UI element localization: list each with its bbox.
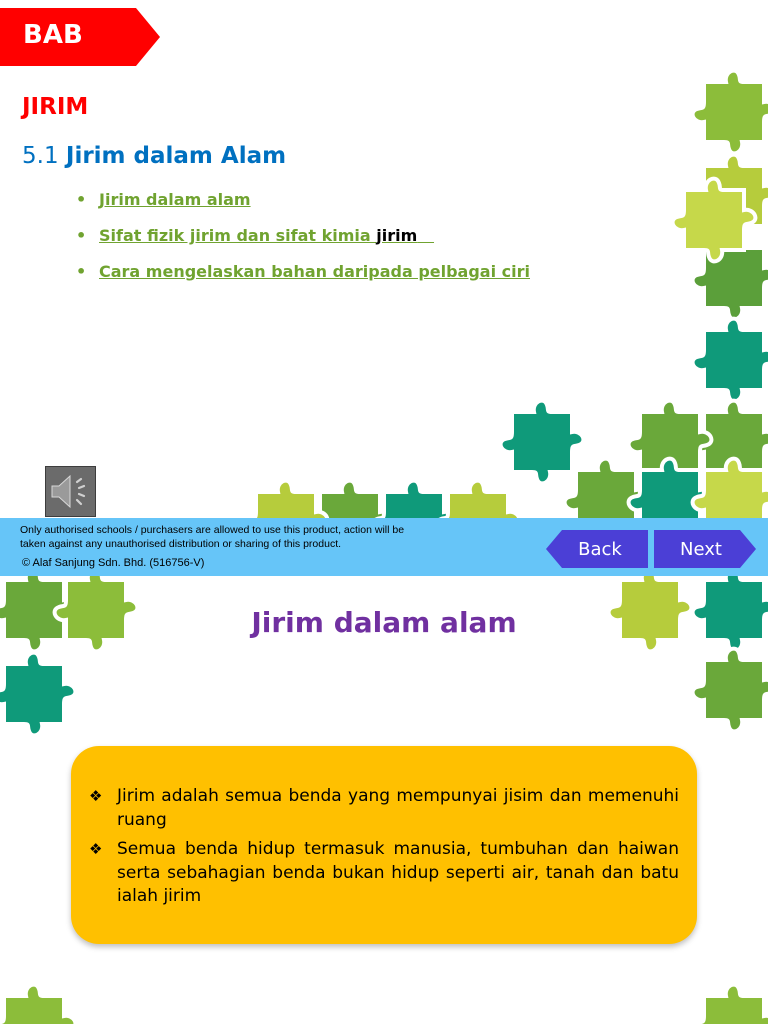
speaker-icon[interactable] [45,466,96,517]
topic-item [76,262,530,298]
section-heading [22,143,286,169]
topic-link-sifat-fizik[interactable] [99,226,434,245]
info-box [71,746,697,944]
topic-link-text: Sifat fizik jirim dan sifat kimia [99,226,377,245]
slide-title: Jirim dalam alam [251,606,517,639]
section-title: Jirim dalam Alam [65,143,287,169]
topic-link-jirim-dalam-alam[interactable]: Jirim dalam alam [99,190,251,209]
info-list [89,785,679,915]
topic-link-cara-mengelaskan[interactable]: Cara mengelaskan bahan daripada pelbagai ciri [99,262,530,281]
speaker-glyph [46,467,95,516]
copyright-notice: Only authorised schools / purchasers are allowed to use this product, action will be taken against any unauthorised distribution or sharing of this product. [20,524,405,550]
bullet: • [76,262,87,281]
chapter-tab-label: BAB 5 [23,20,83,96]
section-number: 5.1 [22,143,59,169]
back-button-label: Back [578,538,622,560]
info-point [89,838,679,909]
bullet: • [76,226,87,245]
info-point-text: Semua benda hidup termasuk manusia, tumbuhan dan haiwan serta sebahagian benda bukan hidup seperti air, tanah dan batu ialah jirim [117,839,679,906]
back-button[interactable] [546,530,648,568]
next-button-label: Next [680,538,722,560]
copyright-text: © Alaf Sanjung Sdn. Bhd. (516756-V) [22,557,205,569]
next-button[interactable] [654,530,756,568]
bullet: • [76,190,87,209]
topic-list [76,190,530,298]
diamond-bullet-icon: ❖ [89,787,103,805]
topic-item [76,226,530,262]
diamond-bullet-icon: ❖ [89,840,103,858]
chapter-tab [0,8,160,96]
topic-item [76,190,530,226]
info-point [89,785,679,832]
topic-link-extra: jirim [376,226,418,245]
info-point-text: Jirim adalah semua benda yang mempunyai jisim dan memenuhi ruang [117,786,679,830]
chapter-title: JIRIM [22,94,89,120]
